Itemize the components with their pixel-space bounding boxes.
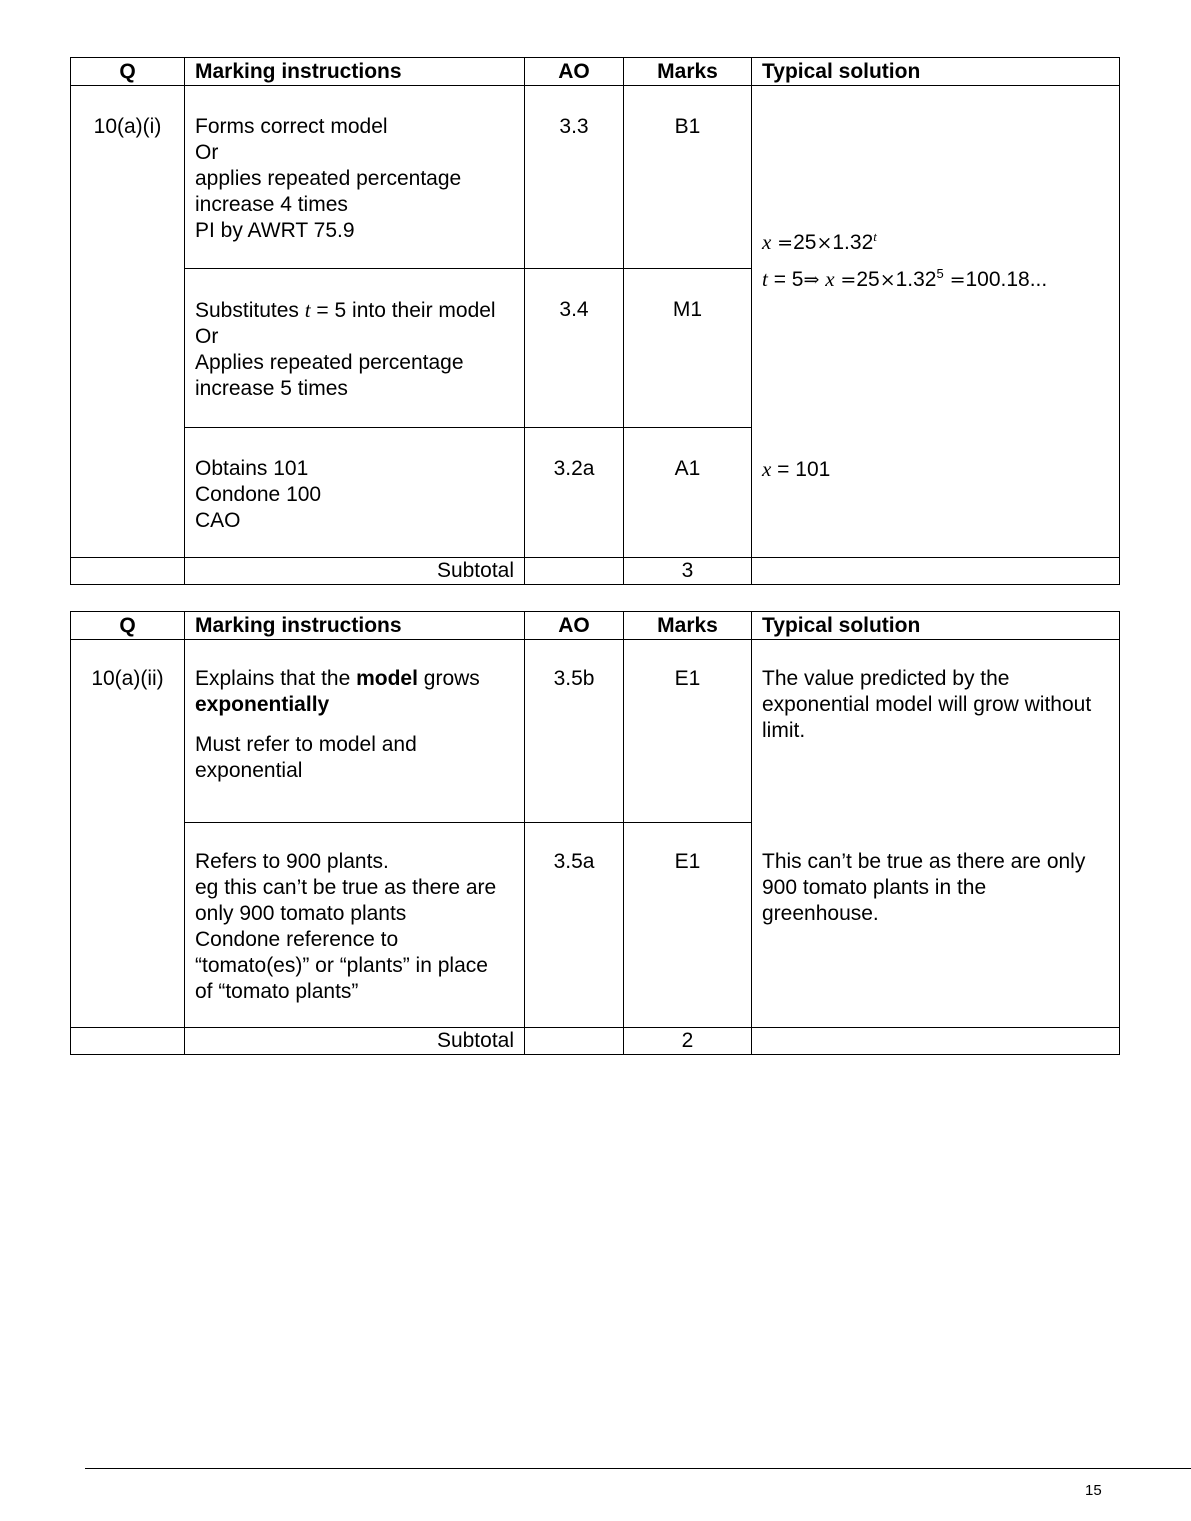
table-row: [71, 86, 1120, 269]
instruction-line: Refers to 900 plants.: [195, 850, 389, 873]
marks-cell: M1: [624, 269, 752, 428]
marking-instruction-cell: [185, 86, 525, 269]
math-var: t: [762, 267, 768, 291]
math-var: x: [762, 230, 772, 254]
instruction-text: Explains that the: [195, 667, 357, 690]
math-symbol: ×: [816, 232, 833, 254]
header-marking-instructions: Marking instructions: [185, 612, 525, 640]
instruction-line: eg this can’t be true as there are: [195, 876, 497, 899]
instruction-line: “tomato(es)” or “plants” in place: [195, 954, 488, 977]
marking-instruction-cell: [185, 823, 525, 1028]
instruction-line: Condone reference to: [195, 928, 399, 951]
marks-cell: A1: [624, 428, 752, 558]
math-number: 25: [856, 268, 880, 291]
instruction-text: grows: [417, 667, 480, 690]
instruction-line: [195, 297, 514, 324]
math-symbol: =: [777, 232, 794, 254]
math-symbol: ⇒: [803, 269, 820, 291]
solution-text: = 101: [771, 457, 831, 481]
ao-cell: 3.5a: [525, 823, 624, 1028]
header-row: [71, 58, 1120, 86]
header-row: [71, 612, 1120, 640]
instruction-line: PI by AWRT 75.9: [195, 219, 355, 242]
ao-cell: 3.5b: [525, 640, 624, 823]
instruction-line: exponentially: [195, 693, 330, 716]
instruction-line: Condone 100: [195, 483, 322, 506]
question-label: 10(a)(ii): [91, 667, 164, 690]
ao-cell: 3.3: [525, 86, 624, 269]
marking-instruction-cell: [185, 269, 525, 428]
typical-solution-cell: [752, 640, 1120, 823]
math-exponent: t: [873, 229, 877, 244]
header-ao: AO: [525, 58, 624, 86]
marks-cell: E1: [624, 823, 752, 1028]
subtotal-empty: [71, 1028, 185, 1055]
instruction-line: only 900 tomato plants: [195, 902, 407, 925]
marking-table-10ai: [70, 57, 1120, 585]
marks-cell: B1: [624, 86, 752, 269]
header-q: Q: [71, 58, 185, 86]
question-label: 10(a)(i): [93, 115, 162, 138]
marking-instruction-cell: [185, 640, 525, 823]
subtotal-row: [71, 558, 1120, 585]
solution-line: limit.: [762, 719, 806, 742]
instruction-text: = 5 into their model: [310, 299, 496, 322]
instruction-line: Applies repeated percentage: [195, 351, 464, 374]
math-number: 1.32: [832, 231, 874, 254]
instruction-line: [195, 666, 514, 692]
subtotal-value: 3: [624, 558, 752, 585]
subtotal-empty: [525, 558, 624, 585]
subtotal-value: 2: [624, 1028, 752, 1055]
header-ao: AO: [525, 612, 624, 640]
table-row: [71, 823, 1120, 1028]
math-number: 25: [793, 231, 817, 254]
header-typical-solution: Typical solution: [752, 612, 1120, 640]
subtotal-label: Subtotal: [185, 558, 525, 585]
footer-divider: [85, 1468, 1191, 1469]
instruction-line: increase 4 times: [195, 193, 348, 216]
math-var: x: [825, 267, 835, 291]
ao-cell: 3.2a: [525, 428, 624, 558]
marks-cell: E1: [624, 640, 752, 823]
typical-solution-cell: [752, 428, 1120, 558]
instruction-line: Must refer to model and: [195, 733, 417, 756]
math-exponent: 5: [936, 266, 944, 281]
marking-table-10aii: [70, 611, 1120, 1055]
header-marking-instructions: Marking instructions: [185, 58, 525, 86]
subtotal-label: Subtotal: [185, 1028, 525, 1055]
math-symbol: ×: [879, 269, 896, 291]
math-symbol: =: [949, 269, 966, 291]
table-row: [71, 428, 1120, 558]
instruction-bold: model: [356, 667, 418, 690]
instruction-line: Obtains 101: [195, 457, 309, 480]
header-q: Q: [71, 612, 185, 640]
typical-solution-cell: [752, 823, 1120, 1028]
subtotal-row: [71, 1028, 1120, 1055]
header-typical-solution: Typical solution: [752, 58, 1120, 86]
instruction-line: Or: [195, 325, 219, 348]
question-number: [71, 86, 185, 558]
math-number: 100.18...: [965, 268, 1048, 291]
math-var: t: [304, 298, 311, 322]
math-number: = 5: [773, 268, 804, 291]
subtotal-empty: [71, 558, 185, 585]
instruction-line: increase 5 times: [195, 377, 348, 400]
solution-line: exponential model will grow without: [762, 693, 1092, 716]
subtotal-empty: [752, 1028, 1120, 1055]
solution-line: 900 tomato plants in the: [762, 875, 987, 899]
math-number: 1.32: [895, 268, 937, 291]
solution-line: The value predicted by the: [762, 667, 1010, 690]
instruction-line: applies repeated percentage: [195, 167, 462, 190]
solution-equation-2: [762, 265, 1109, 294]
question-number: [71, 640, 185, 1028]
subtotal-empty: [525, 1028, 624, 1055]
math-symbol: =: [840, 269, 857, 291]
subtotal-empty: [752, 558, 1120, 585]
instruction-line: of “tomato plants”: [195, 980, 359, 1003]
solution-equation-1: [762, 228, 1109, 257]
instruction-line: exponential: [195, 759, 303, 782]
math-var: x: [762, 456, 772, 481]
instruction-line: Forms correct model: [195, 115, 388, 138]
solution-line: This can’t be true as there are only: [762, 849, 1086, 873]
instruction-text: Substitutes: [195, 299, 305, 322]
typical-solution-cell: [752, 86, 1120, 428]
marking-instruction-cell: [185, 428, 525, 558]
header-marks: Marks: [624, 612, 752, 640]
table-row: [71, 640, 1120, 823]
solution-line: greenhouse.: [762, 901, 879, 925]
header-marks: Marks: [624, 58, 752, 86]
instruction-line: CAO: [195, 509, 241, 532]
ao-cell: 3.4: [525, 269, 624, 428]
page-number: 15: [1085, 1482, 1102, 1499]
instruction-line: Or: [195, 141, 219, 164]
